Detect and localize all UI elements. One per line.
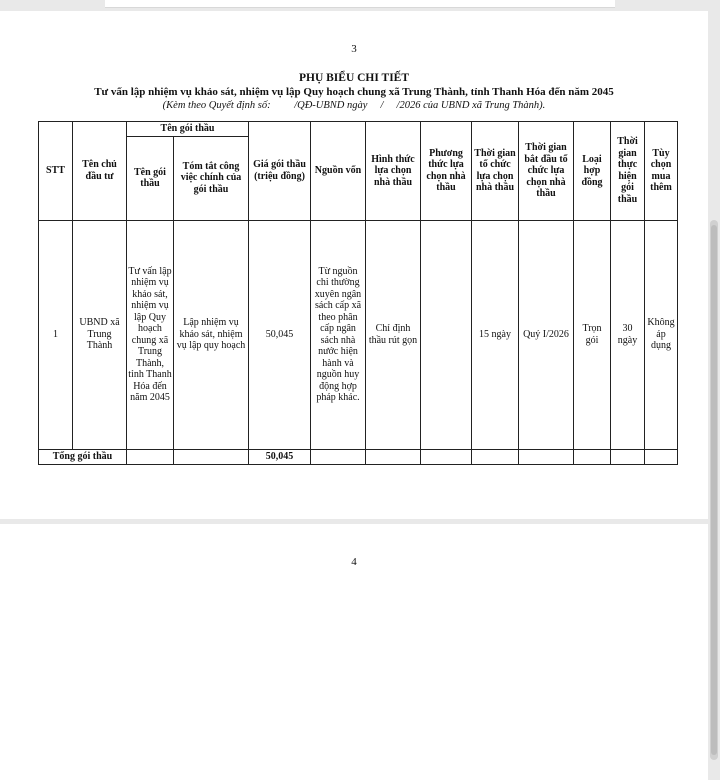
total-label: Tổng gói thầu: [39, 449, 127, 464]
col-duration: Thời gian thực hiện gói thầu: [611, 122, 645, 221]
col-contract-type: Loại hợp đồng: [574, 122, 611, 221]
total-empty-3: [311, 449, 366, 464]
col-price: Giá gói thầu (triệu đồng): [249, 122, 311, 221]
page-number: 4: [351, 556, 357, 568]
cell-option: Không áp dụng: [645, 220, 678, 449]
document-page-4: [0, 524, 708, 780]
col-selection-time: Thời gian tổ chức lựa chọn nhà thầu: [472, 122, 519, 221]
col-option: Tùy chọn mua thêm: [645, 122, 678, 221]
decision-note: (Kèm theo Quyết định số: /QĐ-UBND ngày / /2026 của UBND xã Trung Thành).: [162, 100, 546, 111]
cell-selection-method: [421, 220, 472, 449]
total-empty-4: [366, 449, 421, 464]
col-investor: Tên chủ đầu tư: [73, 122, 127, 221]
cell-selection-form: Chỉ định thầu rút gọn: [366, 220, 421, 449]
total-empty-9: [611, 449, 645, 464]
cell-summary: Lập nhiệm vụ khảo sát, nhiệm vụ lập quy hoạch: [174, 220, 249, 449]
document-subtitle: Tư vấn lập nhiệm vụ khảo sát, nhiệm vụ lập Quy hoạch chung xã Trung Thành, tỉnh Thanh Hóa đến năm 2045: [94, 86, 614, 98]
col-start-time: Thời gian bắt đầu tổ chức lựa chọn nhà thầu: [519, 122, 574, 221]
page-number: 3: [351, 43, 357, 55]
document-page-3: [0, 11, 708, 519]
total-value: 50,045: [249, 449, 311, 464]
cell-duration: 30 ngày: [611, 220, 645, 449]
cell-package-name: Tư vấn lập nhiệm vụ khảo sát, nhiệm vụ lập Quy hoạch chung xã Trung Thành, tỉnh Thanh Hóa đến năm 2045: [127, 220, 174, 449]
cell-investor: UBND xã Trung Thành: [73, 220, 127, 449]
cell-source: Từ nguồn chi thường xuyên ngân sách cấp xã theo phân cấp ngân sách nhà nước hiện hành và nguồn huy động hợp pháp khác.: [311, 220, 366, 449]
bid-package-table: [38, 121, 678, 465]
table-header-row: [39, 122, 678, 137]
col-source: Nguồn vốn: [311, 122, 366, 221]
scrollbar-thumb[interactable]: [711, 225, 717, 755]
col-summary: Tóm tắt công việc chính của gói thầu: [174, 136, 249, 220]
col-selection-form: Hình thức lựa chọn nhà thầu: [366, 122, 421, 221]
previous-page-edge: [105, 0, 615, 8]
col-group-package: Tên gói thầu: [127, 122, 249, 137]
total-empty-1: [127, 449, 174, 464]
total-empty-8: [574, 449, 611, 464]
cell-price: 50,045: [249, 220, 311, 449]
total-empty-2: [174, 449, 249, 464]
col-package-name: Tên gói thầu: [127, 136, 174, 220]
cell-selection-time: 15 ngày: [472, 220, 519, 449]
col-stt: STT: [39, 122, 73, 221]
col-selection-method: Phương thức lựa chọn nhà thầu: [421, 122, 472, 221]
total-empty-10: [645, 449, 678, 464]
total-empty-7: [519, 449, 574, 464]
cell-stt: 1: [39, 220, 73, 449]
document-title: PHỤ BIỂU CHI TIẾT: [298, 72, 410, 84]
total-empty-6: [472, 449, 519, 464]
cell-contract-type: Trọn gói: [574, 220, 611, 449]
table-row: [39, 220, 678, 449]
table-total-row: [39, 449, 678, 464]
cell-start-time: Quý I/2026: [519, 220, 574, 449]
total-empty-5: [421, 449, 472, 464]
